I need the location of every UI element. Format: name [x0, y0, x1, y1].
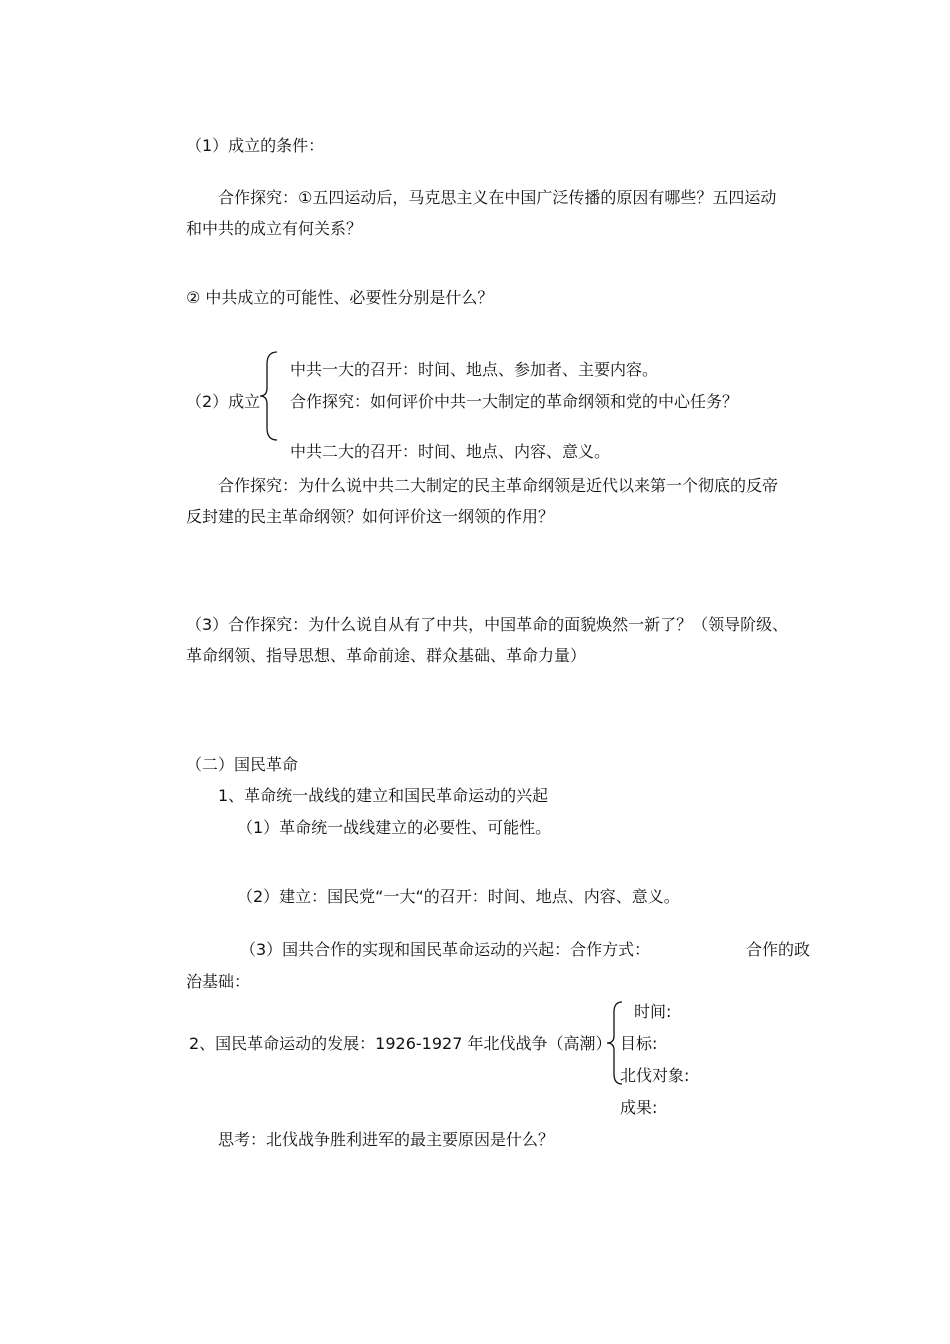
think-question: 思考：北伐战争胜利进军的最主要原因是什么？: [218, 1130, 555, 1149]
brace2-item-4: 成果:: [620, 1098, 658, 1117]
explore1-line2: 和中共的成立有何关系？: [186, 219, 363, 238]
item-1-3-a: （3）国共合作的实现和国民革命运动的兴起：合作方式：: [240, 940, 651, 959]
explore1-line1: 合作探究：①五四运动后，马克思主义在中国广泛传播的原因有哪些？五四运动: [218, 188, 777, 207]
item-2: 2、国民革命运动的发展：1926-1927 年北伐战争（高潮）: [189, 1034, 612, 1053]
explore2-line2: 反封建的民主革命纲领？如何评价这一纲领的作用？: [186, 507, 555, 526]
section2-heading: （二）国民革命: [186, 755, 299, 774]
brace2-item-2: 目标:: [620, 1034, 658, 1053]
left-brace-1: [257, 350, 281, 442]
brace2-item-1: 时间:: [634, 1002, 672, 1021]
item-1-3-b: 合作的政: [746, 940, 811, 959]
explore3-line1: （3）合作探究：为什么说自从有了中共，中国革命的面貌焕然一新了？（领导阶级、: [186, 615, 789, 634]
brace-item-1: 中共一大的召开：时间、地点、参加者、主要内容。: [290, 360, 659, 379]
item-1-2: （2）建立：国民党“一大“的召开：时间、地点、内容、意义。: [237, 887, 680, 906]
explore3-line2: 革命纲领、指导思想、革命前途、群众基础、革命力量）: [186, 646, 587, 665]
brace-item-3: 中共二大的召开：时间、地点、内容、意义。: [290, 442, 611, 461]
item-1: 1、革命统一战线的建立和国民革命运动的兴起: [218, 786, 549, 805]
cond-heading: （1）成立的条件：: [186, 136, 325, 155]
item-1-3-c: 治基础：: [186, 972, 251, 991]
item-1-1: （1）革命统一战线建立的必要性、可能性。: [237, 818, 552, 837]
question-2: ② 中共成立的可能性、必要性分别是什么？: [186, 288, 494, 307]
brace-item-2: 合作探究：如何评价中共一大制定的革命纲领和党的中心任务？: [290, 392, 739, 411]
brace2-item-3: 北伐对象:: [620, 1066, 690, 1085]
found-label: （2）成立: [186, 392, 261, 411]
explore2-line1: 合作探究：为什么说中共二大制定的民主革命纲领是近代以来第一个彻底的反帝: [218, 476, 779, 495]
